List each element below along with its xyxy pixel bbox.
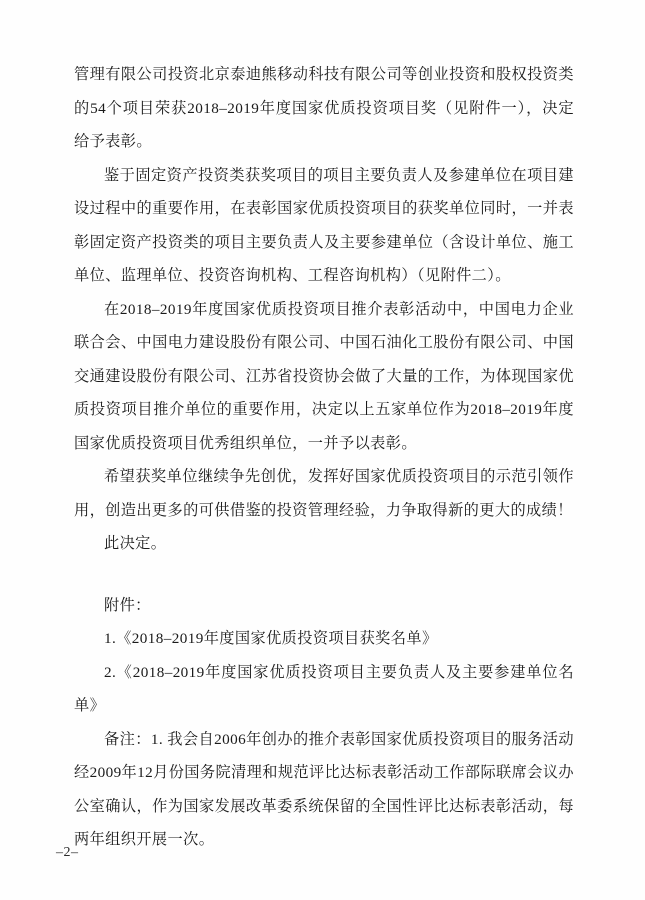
section-spacer bbox=[74, 561, 574, 589]
remarks-note: 备注：1. 我会自2006年创办的推介表彰国家优质投资项目的服务活动经2009年12月份国务院清理和规范评比达标表彰活动工作部际联席会议办公室确认，作为国家发展改革委系统保留的全国性评比达标表彰活动，每两年组织开展一次。 bbox=[74, 730, 574, 848]
paragraph-encouragement: 希望获奖单位继续争先创优，发挥好国家优质投资项目的示范引领作用，创造出更多的可供借鉴的投资管理经验，力争取得新的更大的成绩！ bbox=[74, 468, 574, 519]
attachment-item-1: 1.《2018–2019年度国家优质投资项目获奖名单》 bbox=[104, 630, 438, 647]
paragraph-fixed-asset-commendation: 鉴于固定资产投资类获奖项目的项目主要负责人及参建单位在项目建设过程中的重要作用，在表彰国家优质投资项目的获奖单位同时，一并表彰固定资产投资类的项目主要负责人及主要参建单位（含设计单位、施工单位、监理单位、投资咨询机构、工程咨询机构）（见附件二）。 bbox=[74, 166, 574, 284]
attachments-heading: 附件： bbox=[104, 596, 151, 614]
page-number: –2– bbox=[56, 845, 79, 860]
document-body bbox=[74, 58, 574, 857]
paragraph-decision-closing: 此决定。 bbox=[104, 535, 167, 552]
paragraph-promotion-activity: 在2018–2019年度国家优质投资项目推介表彰活动中，中国电力企业联合会、中国电力建设股份有限公司、中国石油化工股份有限公司、中国交通建设股份有限公司、江苏省投资协会做了大量的工作，为体现国家优质投资项目推介单位的重要作用，决定以上五家单位作为2018–2019年度国家优质投资项目优秀组织单位，一并予以表彰。 bbox=[74, 300, 574, 452]
paragraph-opening: 管理有限公司投资北京泰迪熊移动科技有限公司等创业投资和股权投资类的54个项目荣获2018–2019年度国家优质投资项目奖（见附件一），决定给予表彰。 bbox=[74, 66, 574, 150]
attachment-item-2: 2.《2018–2019年度国家优质投资项目主要负责人及主要参建单位名单》 bbox=[74, 663, 574, 714]
